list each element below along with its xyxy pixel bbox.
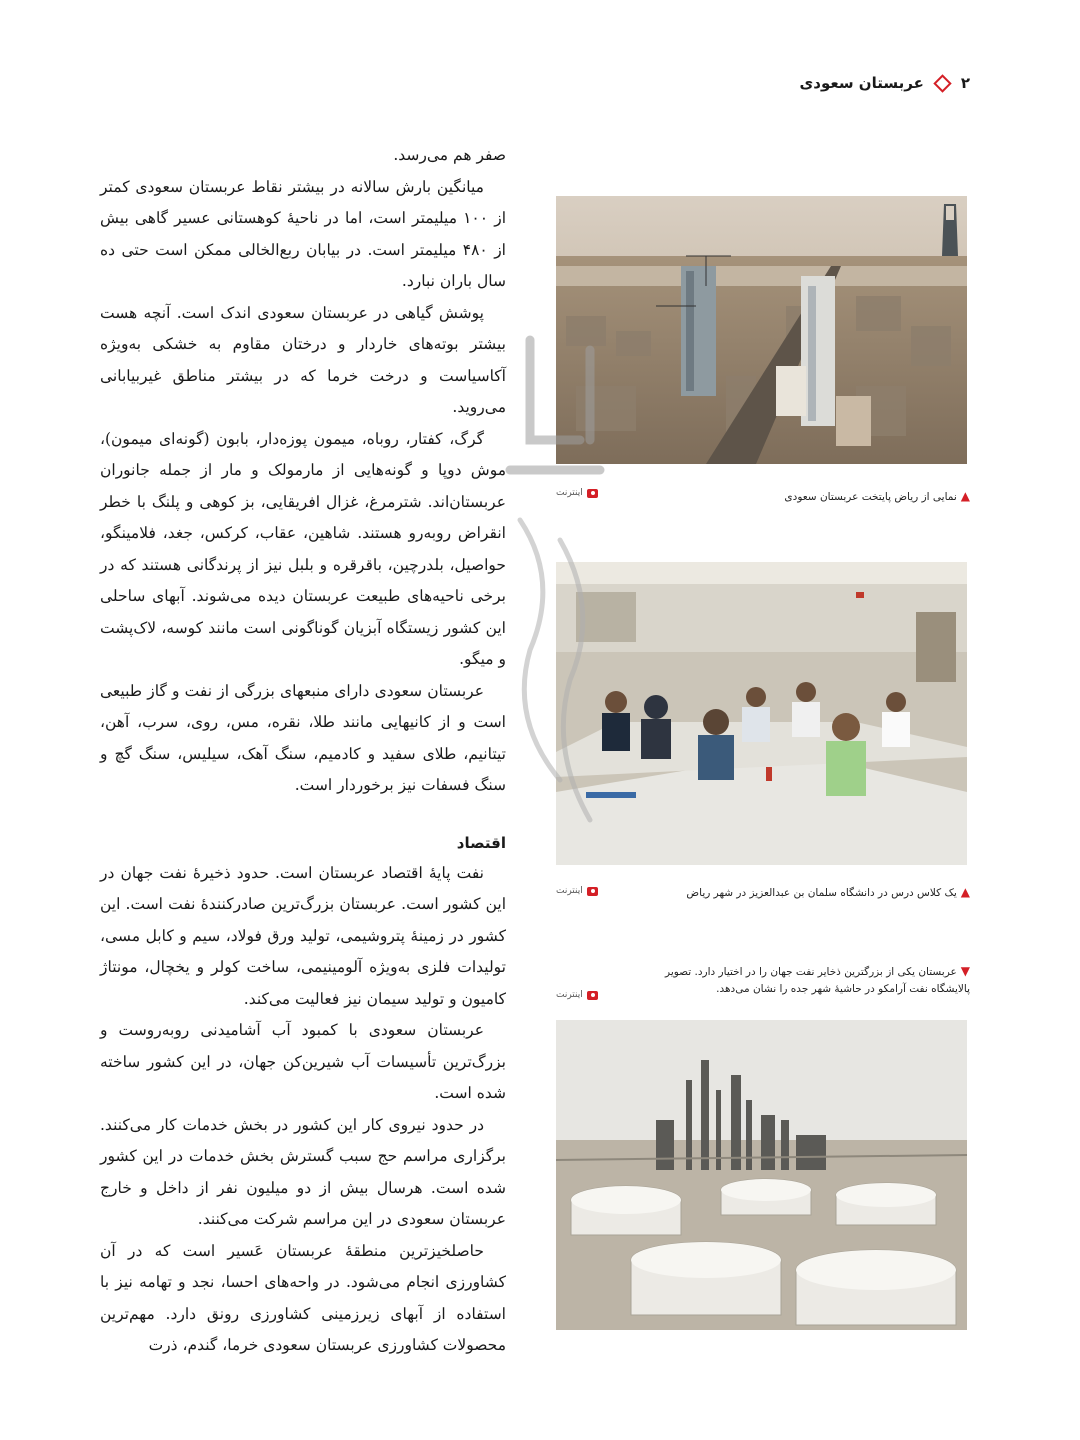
image-credit (556, 488, 598, 498)
page-number: ۲ (960, 74, 970, 92)
camera-icon (587, 991, 598, 1000)
paragraph: گرگ، کفتار، روباه، میمون پوزه‌دار، بابون (گونه‌ای میمون)، موش دوپا و گونه‌هایی از مارمولک و مار از جمله جانوران عربستان‌اند. شترمرغ، غزال افریقایی، بز کوهی و پلنگ با خطر انقراض روبه‌رو هستند. شاهین، عقاب، کرکس، جغد، فلامینگو، حواصیل، بلدرچین، باقرقره و بلبل نیز از پرندگانی هستند که در برخی ناحیه‌های طبیعت عربستان دیده می‌شوند. آبهای ساحلی این کشور زیستگاه آبزیان گوناگونی است مانند کوسه، لاک‌پشت و میگو. (100, 429, 506, 668)
page-header (800, 74, 970, 92)
refinery-caption (640, 963, 970, 998)
paragraph: میانگین بارش سالانه در بیشتر نقاط عربستان سعودی کمتر از ۱۰۰ میلیمتر است، اما در ناحیهٔ کوهستانی عسیر گاهی بیش از ۴۸۰ میلیمتر است. در بیابان ربع‌الخالی ممکن است حتی ده سال باران نبارد. (100, 177, 506, 290)
triangle-down-icon: ▼ (960, 964, 970, 978)
caption-text: یک کلاس درس در دانشگاه سلمان بن عبدالعزیز در شهر ریاض (686, 887, 957, 899)
credit-text: اینترنت (556, 990, 583, 1000)
image-credit (556, 886, 598, 896)
caption-text: نمایی از ریاض پایتخت عربستان سعودی (784, 491, 957, 503)
paragraph: عربستان سعودی دارای منبعهای بزرگی از نفت و گاز طبیعی است و از کانیهایی مانند طلا، نقره، مس، روی، سرب، آهن، تیتانیم، طلای سفید و کادمیم، سنگ آهک، سیلیس، سنگ گچ و سنگ فسفات نیز برخوردار است. (100, 681, 506, 794)
diamond-icon (933, 74, 951, 92)
paragraph: پوشش گیاهی در عربستان سعودی اندک است. آنچه هست بیشتر بوته‌های خاردار و درختان مقاوم به خشکی به‌ویژه آکاسیاست و درخت خرما که در بیشتر مناطق غیربیابانی می‌روید. (100, 303, 506, 416)
refinery-image (556, 1020, 967, 1330)
section-heading: اقتصاد (456, 833, 506, 852)
main-text-column (100, 140, 506, 1362)
image-credit (556, 990, 598, 1000)
camera-icon (587, 489, 598, 498)
paragraph: در حدود نیروی کار این کشور در بخش خدمات کار می‌کنند. برگزاری مراسم حج سبب گسترش بخش خدمات در این کشور شده است. هرسال بیش از دو میلیون نفر از داخل و خارج عربستان سعودی در این مراسم شرکت می‌کنند. (100, 1115, 506, 1228)
camera-icon (587, 887, 598, 896)
classroom-image (556, 562, 967, 865)
credit-text: اینترنت (556, 886, 583, 896)
paragraph: عربستان سعودی با کمبود آب آشامیدنی روبه‌روست و بزرگ‌ترین تأسیسات آب شیرین‌کن جهان، در این کشور ساخته شده است. (100, 1021, 506, 1102)
paragraph: حاصلخیزترین منطقهٔ عربستان عَسیر است که در آن کشاورزی انجام می‌شود. در واحه‌های احسا، نجد و تهامه نیز با استفاده از آبهای زیرزمینی کشاورزی رونق دارد. مهم‌ترین محصولات کشاورزی عربستان سعودی خرما، گندم، ذرت (100, 1241, 506, 1354)
paragraph: نفت پایهٔ اقتصاد عربستان است. حدود ذخیرهٔ نفت جهان در این کشور است. عربستان بزرگ‌ترین صادرکنندهٔ نفت است. این کشور در زمینهٔ پتروشیمی، تولید ورق فولاد، سیم و کابل مسی، تولیدات فلزی به‌ویژه آلومینیمی، ساخت کولر و یخچال، مونتاژ کامیون و تولید سیمان نیز فعالیت می‌کند. (100, 863, 506, 1008)
paragraph: صفر هم می‌رسد. (393, 146, 506, 164)
triangle-icon: ▲ (960, 885, 970, 899)
credit-text: اینترنت (556, 488, 583, 498)
caption-text: عربستان یکی از بزرگترین ذخایر نفت جهان را در اختیار دارد. تصویر پالایشگاه نفت آرامکو در حاشیهٔ شهر جده را نشان می‌دهد. (665, 966, 970, 995)
triangle-icon: ▲ (960, 489, 970, 503)
riyadh-cityscape-image (556, 196, 967, 464)
riyadh-caption (760, 488, 970, 506)
classroom-caption (660, 884, 970, 902)
chapter-title: عربستان سعودی (799, 74, 924, 92)
